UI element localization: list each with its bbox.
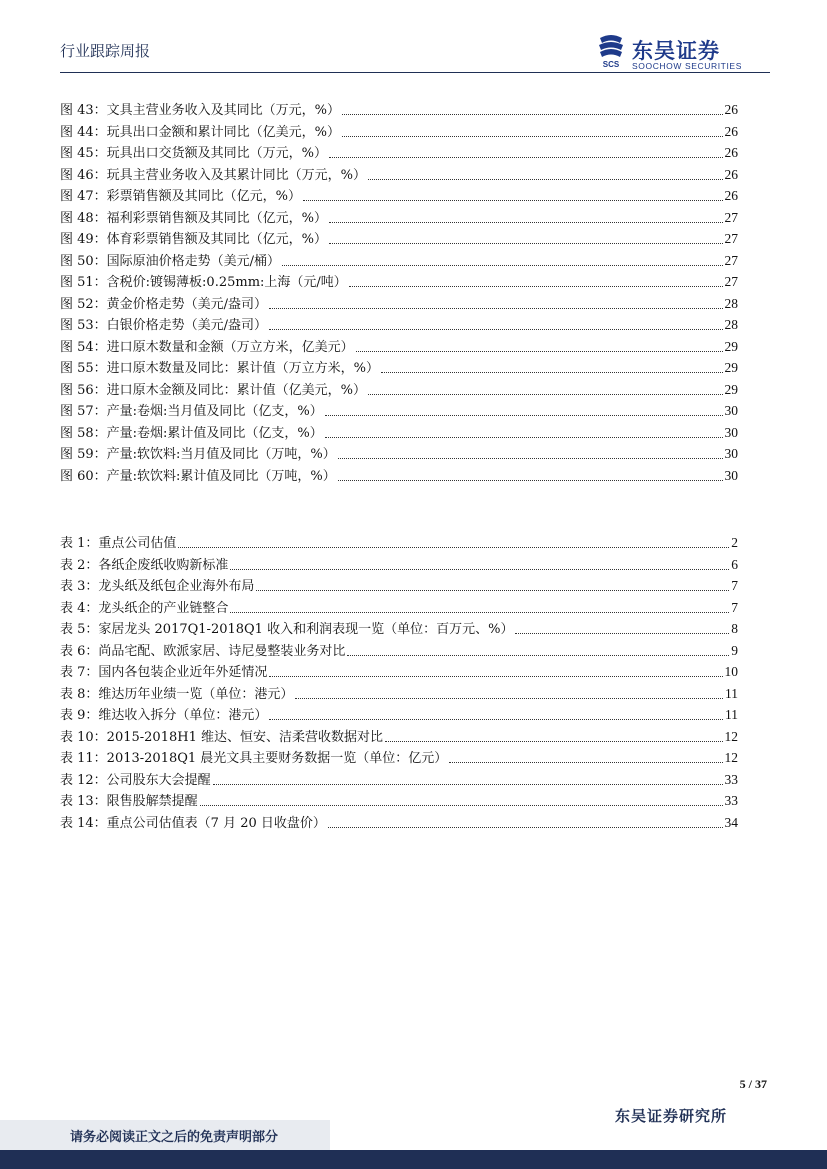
toc-table-entry-label: 表 12：公司股东大会提醒 [60,772,211,788]
toc-figure-entry-page: 29 [724,381,738,397]
dot-leader [269,308,722,309]
toc-table-entry[interactable] [60,661,738,683]
toc-figure-entry-label: 图 59：产量:软饮料:当月值及同比（万吨，%） [60,447,336,462]
dot-leader [342,136,722,137]
dot-leader [342,114,722,115]
dot-leader [328,827,723,828]
dot-leader [269,719,723,720]
toc-table-entry-label: 表 10：2015-2018H1 维达、恒安、洁柔营收数据对比 [60,729,383,745]
dot-leader [368,179,722,180]
dot-leader [449,762,722,763]
toc-figure-entry-label: 图 53：白银价格走势（美元/盎司） [60,318,268,333]
toc-figure-entry-page: 27 [724,274,738,289]
dot-leader [329,157,722,158]
dot-leader [213,784,723,785]
toc-table-entry[interactable] [60,597,738,619]
dot-leader [282,265,722,266]
dot-leader [381,372,722,373]
toc-figure-entry[interactable] [60,250,738,272]
page-number: 5 / 37 [739,1077,767,1091]
toc-table-entry-page: 11 [725,685,738,701]
dot-leader [295,698,723,699]
toc-table-entry[interactable] [60,618,738,640]
toc-table-entry-label: 表 11：2013-2018Q1 晨光文具主要财务数据一览（单位：亿元） [60,751,448,766]
toc-figure-entry-page: 28 [724,295,738,311]
toc-table-entry-label: 表 2：各纸企废纸收购新标准 [60,557,229,573]
toc-table-entry-page: 12 [724,728,738,744]
dot-leader [349,286,723,287]
toc-table-entry-label: 表 5：家居龙头 2017Q1-2018Q1 收入和利润表现一览（单位：百万元、%） [60,622,514,637]
dot-leader [338,480,723,481]
toc-figure-entry-page: 26 [724,123,738,139]
toc-table-entry-page: 10 [724,664,738,679]
dot-leader [178,547,729,548]
toc-table-entry-page: 34 [724,814,738,830]
toc-table-entry-page: 9 [731,642,738,658]
figure-list [60,99,738,486]
dot-leader [338,458,723,459]
dot-leader [230,612,729,613]
toc-figure-entry-label: 图 57：产量:卷烟:当月值及同比（亿支，%） [60,404,323,419]
toc-figure-entry-page: 26 [724,166,738,182]
toc-figure-entry[interactable] [60,293,738,315]
toc-figure-entry-page: 28 [724,317,738,332]
toc-table-entry-page: 7 [731,578,738,593]
toc-figure-entry-page: 27 [724,209,738,225]
toc-table-entry[interactable] [60,747,738,769]
toc-figure-entry-page: 30 [724,446,738,461]
toc-table-entry[interactable] [60,532,738,554]
toc-figure-entry[interactable] [60,164,738,186]
toc-figure-entry-page: 29 [724,338,738,354]
toc-figure-entry-page: 26 [724,145,738,160]
toc-table-entry-page: 33 [724,771,738,787]
toc-figure-entry[interactable] [60,443,738,465]
toc-figure-entry-label: 图 60：产量:软饮料:累计值及同比（万吨，%） [60,468,336,484]
logo-cn-text: 东吴证券 [632,39,720,63]
toc-figure-entry[interactable] [60,121,738,143]
toc-table-entry-page: 2 [731,535,738,550]
dot-leader [325,437,723,438]
logo-en-text: SOOCHOW SECURITIES [632,61,742,71]
toc-table-entry[interactable] [60,640,738,662]
header-divider [60,72,770,73]
toc-table-entry-label: 表 1：重点公司估值 [60,536,177,551]
toc-table-entry-page: 6 [731,556,738,572]
toc-figure-entry-label: 图 54：进口原木数量和金额（万立方米，亿美元） [60,339,354,355]
toc-figure-entry[interactable] [60,357,738,379]
toc-figure-entry[interactable] [60,336,738,358]
toc-figure-entry-label: 图 51：含税价:镀锡薄板:0.25mm:上海（元/吨） [60,275,347,290]
dot-leader [325,415,723,416]
toc-table-entry-label: 表 3：龙头纸及纸包企业海外布局 [60,579,255,594]
toc-figure-entry-page: 30 [724,424,738,440]
toc-figure-entry-page: 27 [724,252,738,268]
toc-figure-entry-label: 图 43：文具主营业务收入及其同比（万元，%） [60,103,341,118]
dot-leader [256,590,729,591]
toc-table-entry[interactable] [60,726,738,748]
toc-figure-entry[interactable] [60,271,738,293]
toc-table-entry[interactable] [60,812,738,834]
dot-leader [303,200,722,201]
toc-table-entry[interactable] [60,769,738,791]
toc-table-entry[interactable] [60,704,738,726]
toc-table-entry[interactable] [60,790,738,812]
toc-table-entry-page: 11 [725,707,738,722]
footer-disclaimer-bar [0,1120,330,1150]
toc-figure-entry-page: 26 [724,102,738,117]
dot-leader [269,329,722,330]
logo-mark-text: SCS [602,60,620,69]
dot-leader [329,243,722,244]
toc-table-entry-label: 表 13：限售股解禁提醒 [60,794,198,809]
toc-figure-entry[interactable] [60,379,738,401]
toc-table-entry-label: 表 8：维达历年业绩一览（单位：港元） [60,686,294,702]
toc-figure-entry[interactable] [60,422,738,444]
toc-figure-entry-label: 图 44：玩具出口金额和累计同比（亿美元，%） [60,124,341,140]
toc-figure-entry-label: 图 46：玩具主营业务收入及其累计同比（万元，%） [60,167,367,183]
dot-leader [200,805,723,806]
toc-figure-entry[interactable] [60,228,738,250]
toc-figure-entry-page: 27 [724,231,738,246]
dot-leader [347,655,729,656]
toc-figure-entry[interactable] [60,185,738,207]
toc-figure-entry-label: 图 58：产量:卷烟:累计值及同比（亿支，%） [60,425,323,441]
toc-figure-entry-label: 图 48：福利彩票销售额及其同比（亿元，%） [60,210,328,226]
report-type-label: 行业跟踪周报 [60,42,151,60]
toc-figure-entry-label: 图 52：黄金价格走势（美元/盎司） [60,296,268,312]
toc-figure-entry-label: 图 50：国际原油价格走势（美元/桶） [60,253,281,269]
toc-figure-entry-label: 图 49：体育彩票销售额及其同比（亿元，%） [60,232,328,247]
soochow-logo-icon [596,34,626,70]
toc-figure-entry[interactable] [60,400,738,422]
toc-table-entry-page: 33 [724,793,738,808]
dot-leader [329,222,722,223]
toc-table-entry[interactable] [60,683,738,705]
toc-table-entry-label: 表 7：国内各包装企业近年外延情况 [60,665,268,680]
dot-leader [269,676,722,677]
toc-table-entry-label: 表 6：尚品宅配、欧派家居、诗尼曼整装业务对比 [60,643,346,659]
toc-figure-entry-label: 图 55：进口原木数量及同比：累计值（万立方米，%） [60,361,380,376]
toc-figure-entry-label: 图 47：彩票销售额及其同比（亿元，%） [60,189,302,204]
dot-leader [356,351,723,352]
table-list [60,532,738,833]
toc-figure-entry-page: 29 [724,360,738,375]
footer-band [0,1150,827,1169]
toc-table-entry-page: 7 [731,599,738,615]
disclaimer-text: 请务必阅读正文之后的免责声明部分 [70,1130,279,1145]
dot-leader [230,569,729,570]
dot-leader [385,741,723,742]
toc-figure-entry-label: 图 45：玩具出口交货额及其同比（万元，%） [60,146,328,161]
toc-figure-entry[interactable] [60,99,738,121]
toc-figure-entry[interactable] [60,314,738,336]
toc-figure-entry-page: 30 [724,403,738,418]
firm-name: 东吴证券研究所 [614,1107,727,1125]
toc-table-entry-label: 表 4：龙头纸企的产业链整合 [60,600,229,616]
toc-figure-entry[interactable] [60,465,738,487]
toc-table-entry-label: 表 14：重点公司估值表（7 月 20 日收盘价） [60,815,326,831]
toc-table-entry[interactable] [60,554,738,576]
toc-table-entry[interactable] [60,575,738,597]
toc-figure-entry-page: 26 [724,188,738,203]
toc-figure-entry[interactable] [60,142,738,164]
toc-figure-entry-label: 图 56：进口原木金额及同比：累计值（亿美元，%） [60,382,367,398]
dot-leader [368,394,722,395]
toc-figure-entry[interactable] [60,207,738,229]
toc-table-entry-page: 8 [731,621,738,636]
dot-leader [515,633,729,634]
toc-table-entry-page: 12 [724,750,738,765]
company-logo [596,34,771,70]
toc-figure-entry-page: 30 [724,467,738,483]
toc-table-entry-label: 表 9：维达收入拆分（单位：港元） [60,708,268,723]
